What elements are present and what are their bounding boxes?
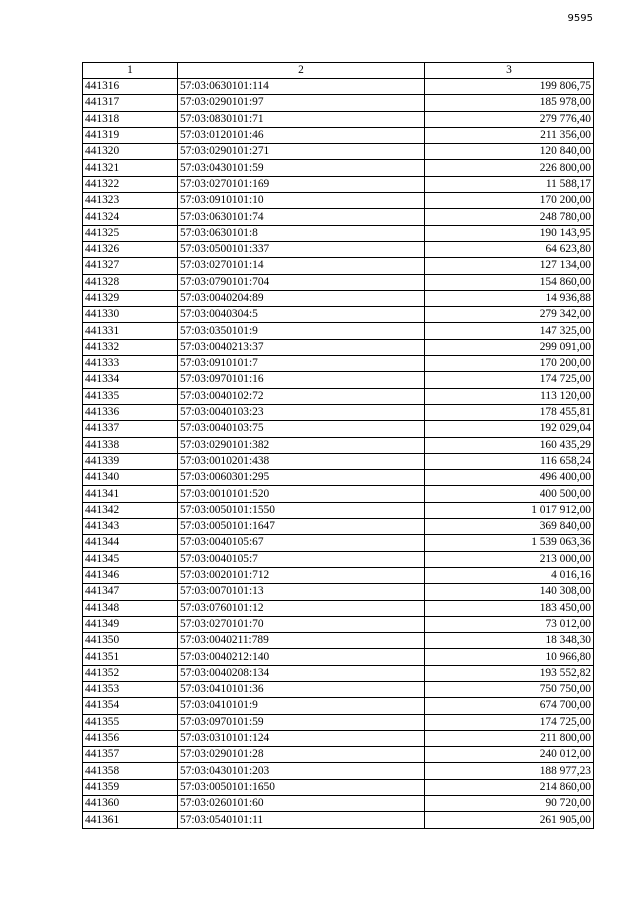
row-number-cell: 441338 — [83, 437, 178, 453]
cadastral-number-cell: 57:03:0040204:89 — [178, 290, 425, 306]
value-cell: 64 623,80 — [425, 241, 594, 257]
row-number-cell: 441320 — [83, 144, 178, 160]
table-row — [83, 567, 594, 583]
row-number-cell: 441348 — [83, 600, 178, 616]
value-cell: 188 977,23 — [425, 763, 594, 779]
table-row — [83, 453, 594, 469]
cadastral-number-cell: 57:03:0070101:13 — [178, 584, 425, 600]
row-number-cell: 441316 — [83, 79, 178, 95]
row-number-cell: 441331 — [83, 323, 178, 339]
cadastral-number-cell: 57:03:0290101:382 — [178, 437, 425, 453]
table-row — [83, 144, 594, 160]
cadastral-number-cell: 57:03:0270101:14 — [178, 258, 425, 274]
row-number-cell: 441335 — [83, 388, 178, 404]
row-number-cell: 441321 — [83, 160, 178, 176]
table-row — [83, 79, 594, 95]
cadastral-number-cell: 57:03:0630101:74 — [178, 209, 425, 225]
table-header-row — [83, 63, 594, 79]
row-number-cell: 441355 — [83, 714, 178, 730]
table-row — [83, 241, 594, 257]
value-cell: 214 860,00 — [425, 779, 594, 795]
value-cell: 1 539 063,36 — [425, 535, 594, 551]
value-cell: 750 750,00 — [425, 681, 594, 697]
row-number-cell: 441323 — [83, 193, 178, 209]
table-row — [83, 111, 594, 127]
table-row — [83, 535, 594, 551]
table-row — [83, 486, 594, 502]
value-cell: 211 356,00 — [425, 127, 594, 143]
cadastral-number-cell: 57:03:0910101:7 — [178, 356, 425, 372]
value-cell: 213 000,00 — [425, 551, 594, 567]
value-cell: 113 120,00 — [425, 388, 594, 404]
value-cell: 4 016,16 — [425, 567, 594, 583]
table-row — [83, 388, 594, 404]
table-row — [83, 681, 594, 697]
cadastral-number-cell: 57:03:0040105:7 — [178, 551, 425, 567]
row-number-cell: 441325 — [83, 225, 178, 241]
cadastral-number-cell: 57:03:0040103:23 — [178, 404, 425, 420]
column-header-2: 2 — [178, 63, 425, 79]
table-row — [83, 176, 594, 192]
row-number-cell: 441349 — [83, 616, 178, 632]
table-row — [83, 356, 594, 372]
value-cell: 170 200,00 — [425, 356, 594, 372]
cadastral-number-cell: 57:03:0430101:203 — [178, 763, 425, 779]
registry-table — [82, 62, 594, 829]
cadastral-number-cell: 57:03:0040208:134 — [178, 665, 425, 681]
cadastral-number-cell: 57:03:0040211:789 — [178, 633, 425, 649]
value-cell: 496 400,00 — [425, 470, 594, 486]
row-number-cell: 441337 — [83, 421, 178, 437]
value-cell: 279 776,40 — [425, 111, 594, 127]
cadastral-number-cell: 57:03:0050101:1647 — [178, 519, 425, 535]
row-number-cell: 441341 — [83, 486, 178, 502]
table-row — [83, 127, 594, 143]
cadastral-number-cell: 57:03:0630101:114 — [178, 79, 425, 95]
cadastral-number-cell: 57:03:0040105:67 — [178, 535, 425, 551]
cadastral-number-cell: 57:03:0350101:9 — [178, 323, 425, 339]
row-number-cell: 441342 — [83, 502, 178, 518]
row-number-cell: 441353 — [83, 681, 178, 697]
cadastral-number-cell: 57:03:0050101:1550 — [178, 502, 425, 518]
cadastral-number-cell: 57:03:0040103:75 — [178, 421, 425, 437]
row-number-cell: 441361 — [83, 812, 178, 828]
table-row — [83, 665, 594, 681]
table-row — [83, 584, 594, 600]
cadastral-number-cell: 57:03:0830101:71 — [178, 111, 425, 127]
table-row — [83, 437, 594, 453]
cadastral-number-cell: 57:03:0290101:271 — [178, 144, 425, 160]
value-cell: 18 348,30 — [425, 633, 594, 649]
cadastral-number-cell: 57:03:0540101:11 — [178, 812, 425, 828]
table-row — [83, 502, 594, 518]
cadastral-number-cell: 57:03:0040212:140 — [178, 649, 425, 665]
row-number-cell: 441352 — [83, 665, 178, 681]
row-number-cell: 441329 — [83, 290, 178, 306]
table-row — [83, 404, 594, 420]
column-header-3: 3 — [425, 63, 594, 79]
value-cell: 174 725,00 — [425, 714, 594, 730]
value-cell: 299 091,00 — [425, 339, 594, 355]
row-number-cell: 441343 — [83, 519, 178, 535]
table-row — [83, 633, 594, 649]
value-cell: 1 017 912,00 — [425, 502, 594, 518]
page-number: 9595 — [567, 13, 593, 24]
value-cell: 154 860,00 — [425, 274, 594, 290]
value-cell: 174 725,00 — [425, 372, 594, 388]
row-number-cell: 441332 — [83, 339, 178, 355]
row-number-cell: 441319 — [83, 127, 178, 143]
value-cell: 400 500,00 — [425, 486, 594, 502]
table-row — [83, 600, 594, 616]
value-cell: 73 012,00 — [425, 616, 594, 632]
cadastral-number-cell: 57:03:0010101:520 — [178, 486, 425, 502]
value-cell: 120 840,00 — [425, 144, 594, 160]
row-number-cell: 441328 — [83, 274, 178, 290]
value-cell: 674 700,00 — [425, 698, 594, 714]
value-cell: 11 588,17 — [425, 176, 594, 192]
cadastral-number-cell: 57:03:0040102:72 — [178, 388, 425, 404]
cadastral-number-cell: 57:03:0760101:12 — [178, 600, 425, 616]
value-cell: 90 720,00 — [425, 796, 594, 812]
value-cell: 240 012,00 — [425, 747, 594, 763]
value-cell: 170 200,00 — [425, 193, 594, 209]
cadastral-number-cell: 57:03:0040213:37 — [178, 339, 425, 355]
row-number-cell: 441347 — [83, 584, 178, 600]
cadastral-number-cell: 57:03:0790101:704 — [178, 274, 425, 290]
table-row — [83, 779, 594, 795]
value-cell: 183 450,00 — [425, 600, 594, 616]
table-row — [83, 209, 594, 225]
value-cell: 279 342,00 — [425, 307, 594, 323]
value-cell: 193 552,82 — [425, 665, 594, 681]
value-cell: 147 325,00 — [425, 323, 594, 339]
value-cell: 10 966,80 — [425, 649, 594, 665]
row-number-cell: 441358 — [83, 763, 178, 779]
table-row — [83, 551, 594, 567]
cadastral-number-cell: 57:03:0970101:59 — [178, 714, 425, 730]
row-number-cell: 441360 — [83, 796, 178, 812]
cadastral-number-cell: 57:03:0270101:70 — [178, 616, 425, 632]
table-row — [83, 160, 594, 176]
row-number-cell: 441350 — [83, 633, 178, 649]
value-cell: 185 978,00 — [425, 95, 594, 111]
cadastral-number-cell: 57:03:0290101:28 — [178, 747, 425, 763]
value-cell: 127 134,00 — [425, 258, 594, 274]
row-number-cell: 441317 — [83, 95, 178, 111]
value-cell: 199 806,75 — [425, 79, 594, 95]
value-cell: 160 435,29 — [425, 437, 594, 453]
cadastral-number-cell: 57:03:0120101:46 — [178, 127, 425, 143]
row-number-cell: 441318 — [83, 111, 178, 127]
row-number-cell: 441354 — [83, 698, 178, 714]
row-number-cell: 441351 — [83, 649, 178, 665]
cadastral-number-cell: 57:03:0970101:16 — [178, 372, 425, 388]
table-row — [83, 812, 594, 828]
table-row — [83, 225, 594, 241]
cadastral-number-cell: 57:03:0010201:438 — [178, 453, 425, 469]
value-cell: 211 800,00 — [425, 730, 594, 746]
row-number-cell: 441334 — [83, 372, 178, 388]
table-row — [83, 649, 594, 665]
table-row — [83, 796, 594, 812]
cadastral-number-cell: 57:03:0260101:60 — [178, 796, 425, 812]
cadastral-number-cell: 57:03:0430101:59 — [178, 160, 425, 176]
row-number-cell: 441324 — [83, 209, 178, 225]
row-number-cell: 441356 — [83, 730, 178, 746]
value-cell: 178 455,81 — [425, 404, 594, 420]
table-row — [83, 763, 594, 779]
table-row — [83, 714, 594, 730]
cadastral-number-cell: 57:03:0630101:8 — [178, 225, 425, 241]
row-number-cell: 441327 — [83, 258, 178, 274]
row-number-cell: 441326 — [83, 241, 178, 257]
table-row — [83, 307, 594, 323]
value-cell: 226 800,00 — [425, 160, 594, 176]
row-number-cell: 441322 — [83, 176, 178, 192]
row-number-cell: 441340 — [83, 470, 178, 486]
row-number-cell: 441330 — [83, 307, 178, 323]
table-row — [83, 421, 594, 437]
value-cell: 14 936,88 — [425, 290, 594, 306]
row-number-cell: 441339 — [83, 453, 178, 469]
table-row — [83, 323, 594, 339]
row-number-cell: 441359 — [83, 779, 178, 795]
row-number-cell: 441336 — [83, 404, 178, 420]
cadastral-number-cell: 57:03:0050101:1650 — [178, 779, 425, 795]
cadastral-number-cell: 57:03:0060301:295 — [178, 470, 425, 486]
row-number-cell: 441344 — [83, 535, 178, 551]
table-row — [83, 258, 594, 274]
table-row — [83, 274, 594, 290]
table-row — [83, 339, 594, 355]
table-body — [83, 79, 594, 829]
table-row — [83, 616, 594, 632]
table-row — [83, 698, 594, 714]
cadastral-number-cell: 57:03:0290101:97 — [178, 95, 425, 111]
value-cell: 261 905,00 — [425, 812, 594, 828]
table-row — [83, 193, 594, 209]
table-row — [83, 372, 594, 388]
table-row — [83, 747, 594, 763]
row-number-cell: 441345 — [83, 551, 178, 567]
row-number-cell: 441333 — [83, 356, 178, 372]
cadastral-number-cell: 57:03:0270101:169 — [178, 176, 425, 192]
row-number-cell: 441357 — [83, 747, 178, 763]
value-cell: 192 029,04 — [425, 421, 594, 437]
value-cell: 116 658,24 — [425, 453, 594, 469]
value-cell: 140 308,00 — [425, 584, 594, 600]
value-cell: 190 143,95 — [425, 225, 594, 241]
table-row — [83, 519, 594, 535]
cadastral-number-cell: 57:03:0020101:712 — [178, 567, 425, 583]
cadastral-number-cell: 57:03:0410101:36 — [178, 681, 425, 697]
table-row — [83, 730, 594, 746]
table-row — [83, 95, 594, 111]
cadastral-number-cell: 57:03:0040304:5 — [178, 307, 425, 323]
table-row — [83, 470, 594, 486]
table-row — [83, 290, 594, 306]
column-header-1: 1 — [83, 63, 178, 79]
value-cell: 369 840,00 — [425, 519, 594, 535]
cadastral-number-cell: 57:03:0310101:124 — [178, 730, 425, 746]
cadastral-number-cell: 57:03:0410101:9 — [178, 698, 425, 714]
row-number-cell: 441346 — [83, 567, 178, 583]
cadastral-number-cell: 57:03:0910101:10 — [178, 193, 425, 209]
value-cell: 248 780,00 — [425, 209, 594, 225]
cadastral-number-cell: 57:03:0500101:337 — [178, 241, 425, 257]
